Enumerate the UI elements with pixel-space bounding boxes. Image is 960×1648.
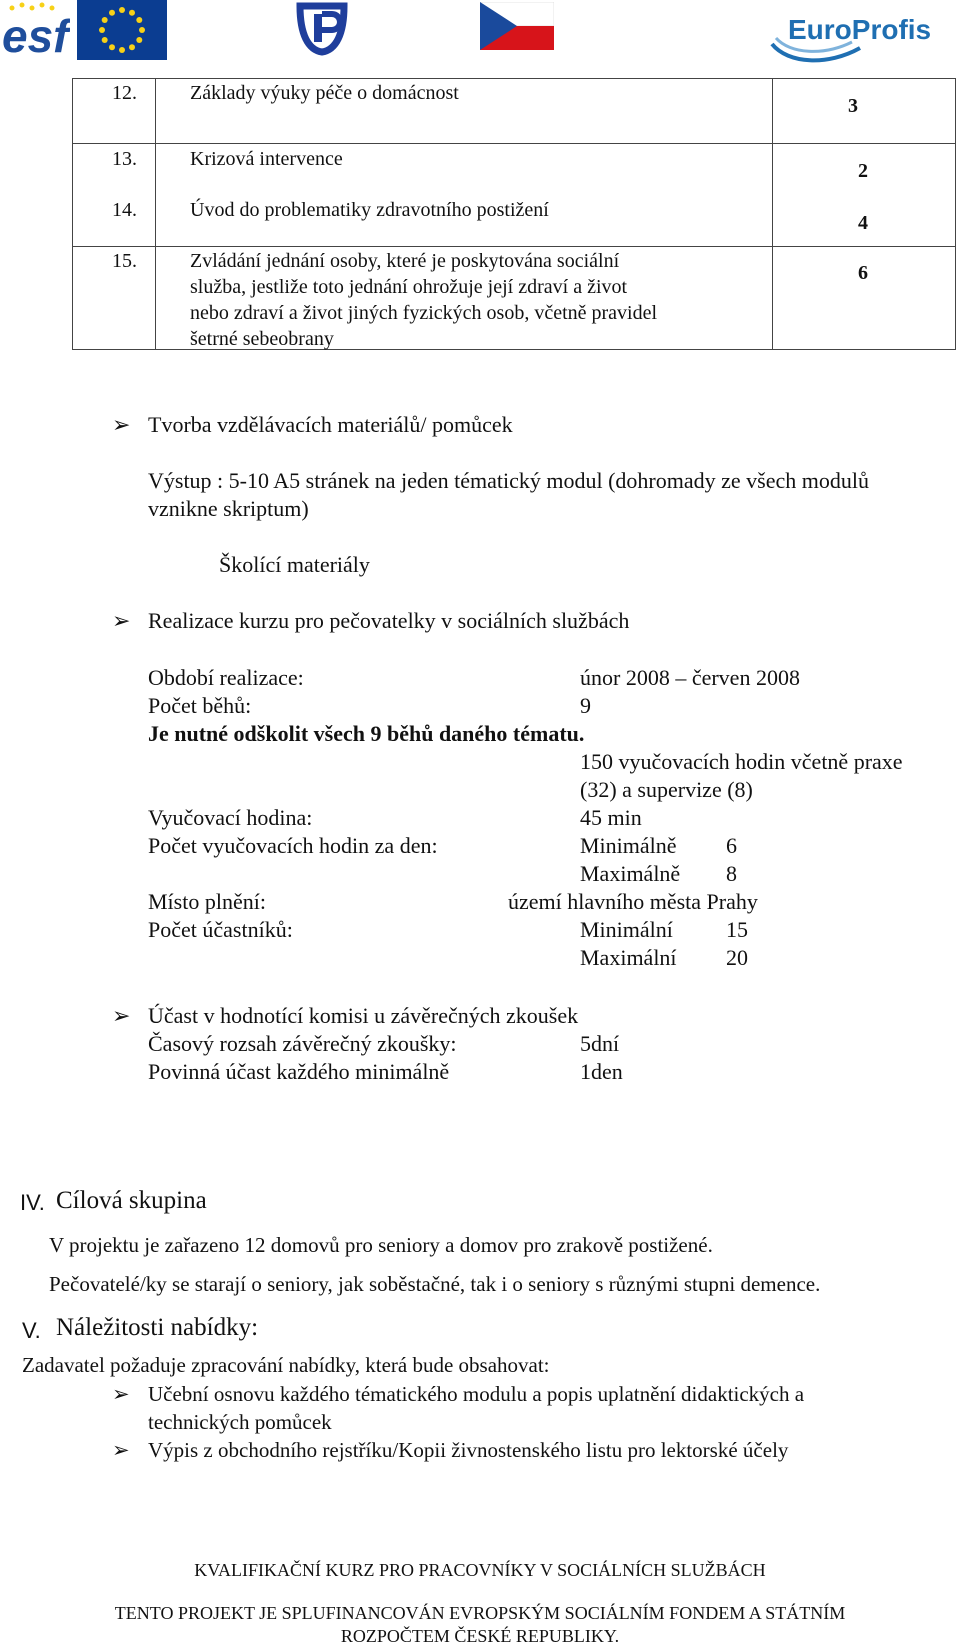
section-v-item-line: technických pomůcek [148, 1410, 332, 1434]
esf-logo [0, 0, 70, 60]
materials-subtitle: Školící materiály [219, 552, 370, 577]
table-row-hours: 3 [848, 95, 858, 117]
section-v-title: Náležitosti nabídky: [56, 1314, 259, 1341]
footer-funding-line: TENTO PROJEKT JE SPLUFINANCOVÁN EVROPSKÝM SOCIÁLNÍM FONDEM A STÁTNÍM [114, 1603, 846, 1623]
table-row-hours: 2 [858, 160, 868, 182]
table-row-number: 15. [112, 250, 137, 272]
participants-max-label: Maximální [580, 945, 677, 970]
materials-output-line: Výstup : 5-10 A5 stránek na jeden tématický modul (dohromady ze všech modulů [148, 468, 869, 493]
hours-line: (32) a supervize (8) [580, 777, 753, 802]
table-row-name: Krizová intervence [190, 148, 343, 170]
table-row-name-line: Zvládání jednání osoby, které je poskytována sociální [190, 250, 620, 272]
section-v-item-line: Učební osnovu každého tématického modulu a popis uplatnění didaktických a [148, 1382, 805, 1406]
eu-flag-logo [77, 0, 167, 60]
bullet-arrow-icon: ➢ [112, 412, 131, 437]
table-row-number: 12. [112, 82, 137, 104]
runs-value: 9 [580, 693, 591, 718]
period-label: Období realizace: [148, 665, 304, 690]
bullet-arrow-icon: ➢ [112, 1438, 130, 1462]
table-divider [772, 78, 773, 350]
course-note: Je nutné odškolit všech 9 běhů daného tématu. [148, 721, 585, 746]
exam-range-value: 5dní [580, 1031, 620, 1056]
section-iv-paragraph: V projektu je zařazeno 12 domovů pro seniory a domov pro zrakově postižené. [49, 1233, 713, 1257]
oplzz-logo [292, 0, 352, 58]
section-v-intro: Zadavatel požaduje zpracování nabídky, která bude obsahovat: [22, 1353, 550, 1377]
bullet-arrow-icon: ➢ [112, 1003, 131, 1028]
exam-duty-label: Povinná účast každého minimálně [148, 1059, 450, 1084]
footer-title: KVALIFIKAČNÍ KURZ PRO PRACOVNÍKY V SOCIÁLNÍCH SLUŽBÁCH [194, 1560, 766, 1580]
runs-label: Počet běhů: [148, 693, 252, 718]
section-v-item: Výpis z obchodního rejstříku/Kopii živnostenského listu pro lektorské účely [148, 1438, 789, 1462]
participants-min-value: 15 [726, 917, 748, 942]
table-row-hours: 6 [858, 262, 868, 284]
participants-max-value: 20 [726, 945, 748, 970]
min-value: 6 [726, 833, 737, 858]
min-label: Minimálně [580, 833, 677, 858]
europrofis-logo [768, 10, 932, 65]
course-bullet: Realizace kurzu pro pečovatelky v sociálních službách [148, 608, 630, 633]
section-v-numeral: V. [22, 1318, 41, 1343]
max-value: 8 [726, 861, 737, 886]
table-divider [155, 78, 156, 350]
place-value: území hlavního města Prahy [508, 889, 758, 914]
per-day-label: Počet vyučovacích hodin za den: [148, 833, 438, 858]
europrofis-logo-text: EuroProfis [788, 14, 932, 45]
materials-output-line: vznikne skriptum) [148, 496, 309, 521]
table-row-name-line: služba, jestliže toto jednání ohrožuje její zdraví a život [190, 276, 628, 298]
max-label: Maximálně [580, 861, 681, 886]
exam-duty-value: 1den [580, 1059, 623, 1084]
lesson-label: Vyučovací hodina: [148, 805, 313, 830]
participants-label: Počet účastníků: [148, 917, 293, 942]
table-row-name-line: šetrné sebeobrany [190, 328, 334, 350]
table-row-hours: 4 [858, 212, 868, 234]
bullet-arrow-icon: ➢ [112, 608, 131, 633]
participants-min-label: Minimální [580, 917, 673, 942]
table-row-line [72, 143, 956, 144]
table-row-number: 14. [112, 199, 137, 221]
table-row-name: Základy výuky péče o domácnost [190, 82, 459, 104]
section-iv-title: Cílová skupina [56, 1187, 207, 1214]
czech-flag-logo [480, 2, 554, 50]
bullet-arrow-icon: ➢ [112, 1382, 130, 1406]
table-row-name-line: nebo zdraví a život jiných fyzických osob, včetně pravidel [190, 302, 658, 324]
period-value: únor 2008 – červen 2008 [580, 665, 800, 690]
table-row-number: 13. [112, 148, 137, 170]
exam-range-label: Časový rozsah závěrečný zkoušky: [148, 1031, 457, 1056]
table-row-name: Úvod do problematiky zdravotního postižení [190, 199, 549, 221]
hours-line: 150 vyučovacích hodin včetně praxe [580, 749, 903, 774]
footer-funding-line: ROZPOČTEM ČESKÉ REPUBLIKY. [340, 1626, 620, 1646]
table-row-line [72, 246, 956, 247]
section-iv-numeral: IV. [20, 1190, 45, 1215]
exam-bullet: Účast v hodnotící komisi u závěrečných zkoušek [148, 1003, 579, 1028]
lesson-value: 45 min [580, 805, 642, 830]
section-iv-paragraph: Pečovatelé/ky se starají o seniory, jak soběstačné, tak i o seniory s různými stupni demence. [49, 1272, 821, 1296]
materials-bullet: Tvorba vzdělávacích materiálů/ pomůcek [148, 412, 513, 437]
place-label: Místo plnění: [148, 889, 266, 914]
svg-text:esf: esf [2, 10, 69, 60]
